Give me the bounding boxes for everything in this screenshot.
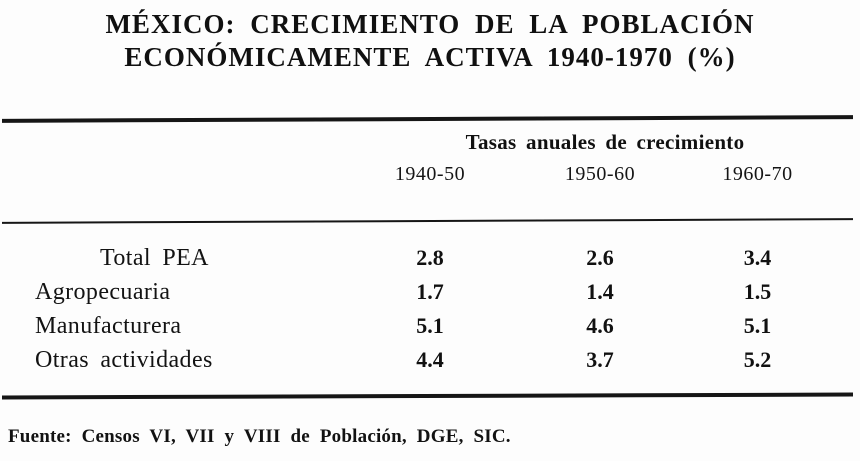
table-row xyxy=(0,241,860,275)
row-label-otras-actividades: Otras actividades xyxy=(35,346,213,373)
source-note: Fuente: Censos VI, VII y VIII de Población, DGE, SIC. xyxy=(8,426,511,447)
column-header-row xyxy=(0,161,860,187)
value-cell: 1.7 xyxy=(416,279,444,304)
row-label-total-pea: Total PEA xyxy=(100,244,209,271)
column-header-1950-60: 1950-60 xyxy=(564,162,636,185)
table-row xyxy=(0,343,860,377)
row-label-manufacturera: Manufacturera xyxy=(35,312,182,339)
top-rule-divider xyxy=(2,115,853,123)
column-header-1960-70: 1960-70 xyxy=(722,162,793,185)
value-cell: 5.1 xyxy=(743,313,772,338)
value-cell: 5.2 xyxy=(743,347,772,372)
column-group-header: Tasas anuales de crecimiento xyxy=(465,129,745,154)
value-cell: 1.4 xyxy=(586,279,614,304)
bottom-rule-divider xyxy=(2,393,853,400)
value-cell: 4.6 xyxy=(586,313,614,338)
header-body-rule-divider xyxy=(2,218,853,224)
value-cell: 5.1 xyxy=(416,313,444,338)
table-body xyxy=(0,241,860,377)
column-group-header-row xyxy=(0,129,860,155)
value-cell: 3.4 xyxy=(743,245,772,270)
table-row xyxy=(0,309,860,343)
table-title-line-1: MÉXICO: CRECIMIENTO DE LA POBLACIÓN xyxy=(105,9,755,39)
value-cell: 1.5 xyxy=(743,279,772,304)
table-title xyxy=(0,8,860,74)
value-cell: 3.7 xyxy=(586,347,614,372)
row-label-agropecuaria: Agropecuaria xyxy=(35,278,171,305)
table-title-line-2: ECONÓMICAMENTE ACTIVA 1940-1970 (%) xyxy=(124,42,736,72)
value-cell: 2.8 xyxy=(416,245,444,270)
column-header-1940-50: 1940-50 xyxy=(394,162,466,185)
value-cell: 4.4 xyxy=(416,347,444,372)
value-cell: 2.6 xyxy=(586,245,614,270)
table-row xyxy=(0,275,860,309)
